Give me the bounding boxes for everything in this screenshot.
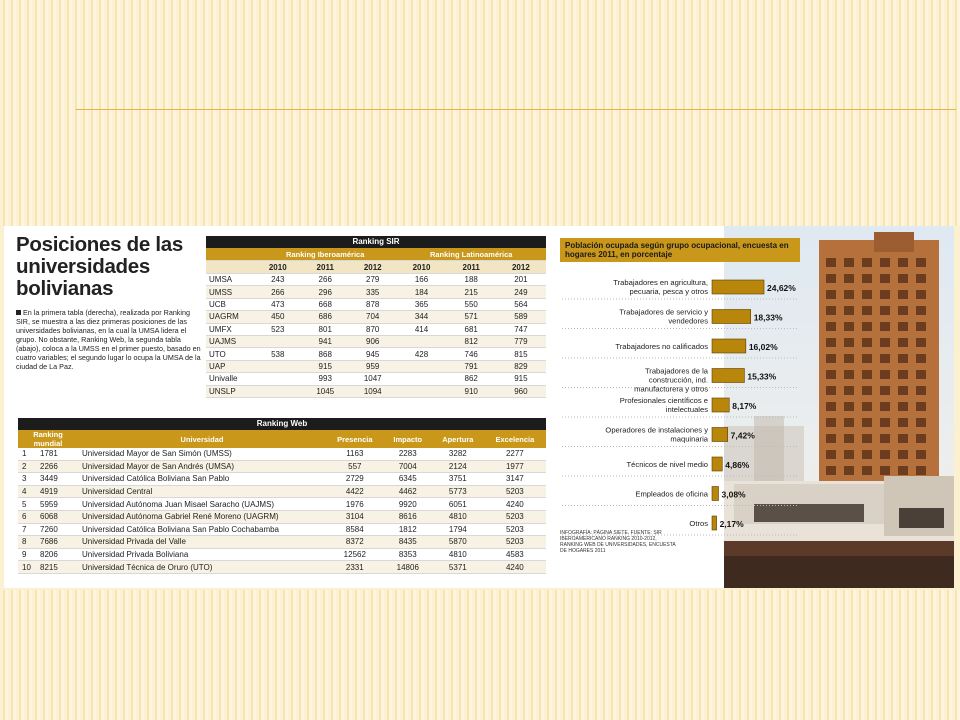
chart-category-label: Trabajadores en agricultura, pecuaria, pesca y otros	[613, 278, 708, 296]
web-header-presencia: Presencia	[326, 430, 384, 448]
sir-rank-cell: 428	[396, 348, 446, 360]
web-row-number: 10	[18, 561, 36, 574]
web-row	[18, 561, 546, 574]
sir-group-latinoamerica: Ranking Latinoamérica	[396, 248, 546, 261]
slide-bottom-background	[0, 590, 960, 720]
sir-row	[206, 311, 546, 323]
sir-rank-cell: 812	[447, 335, 496, 347]
chart-bar	[712, 516, 717, 530]
chart-bar	[712, 428, 728, 442]
web-header-impacto: Impacto	[384, 430, 432, 448]
sir-rank-cell: 801	[301, 323, 348, 335]
web-excelencia: 4583	[484, 548, 546, 561]
sir-row	[206, 385, 546, 397]
intro-paragraph: En la primera tabla (derecha), realizada por Ranking SIR, se muestra a las diez primeras posiciones de las universidades bolivianas, en la cual la UMSA lidera el grupo. No obstante, Ranking Web, la segunda tabla (abajo), coloca a la UMSS en el primer puesto, basado en cuatro variables; el segundo lugar lo ocupa la UMSA de la ciudad de La Paz.	[16, 308, 201, 371]
sir-year-header: 2011	[301, 261, 348, 274]
sir-ranking-table	[206, 236, 546, 398]
web-presencia: 12562	[326, 548, 384, 561]
web-row	[18, 460, 546, 473]
web-row	[18, 498, 546, 511]
web-row	[18, 548, 546, 561]
chart-value-label: 2,17%	[719, 519, 744, 529]
sir-rank-cell	[396, 373, 446, 385]
web-row-number: 6	[18, 510, 36, 523]
sir-rank-cell: 668	[301, 298, 348, 310]
chart-bar	[712, 487, 719, 501]
chart-category-label: Trabajadores no calificados	[615, 342, 708, 351]
chart-bar	[712, 369, 744, 383]
chart-category-label: Trabajadores de la construcción, ind. manufacturera y otros	[634, 366, 708, 394]
sir-row	[206, 323, 546, 335]
sir-university-code: UAP	[206, 360, 254, 372]
sir-rank-cell: 1045	[301, 385, 348, 397]
sir-university-code: UTO	[206, 348, 254, 360]
web-university-name: Universidad Mayor de San Simón (UMSS)	[78, 448, 326, 460]
web-apertura: 3751	[432, 473, 484, 486]
web-apertura: 3282	[432, 448, 484, 460]
sir-rank-cell: 201	[496, 274, 546, 286]
sir-rank-cell: 746	[447, 348, 496, 360]
web-apertura: 5371	[432, 561, 484, 574]
sir-rank-cell: 414	[396, 323, 446, 335]
sir-university-code: Univalle	[206, 373, 254, 385]
web-row-number: 7	[18, 523, 36, 536]
sir-university-code: UAJMS	[206, 335, 254, 347]
web-world-rank: 7260	[36, 523, 78, 536]
sir-row	[206, 360, 546, 372]
chart-bar	[712, 457, 722, 471]
web-excelencia: 4240	[484, 561, 546, 574]
sir-rank-cell: 915	[301, 360, 348, 372]
sir-rank-cell: 550	[447, 298, 496, 310]
sir-corner	[206, 248, 254, 261]
chart-category-label: Operadores de instalaciones y maquinaria	[605, 425, 708, 444]
slide-top-background	[0, 0, 960, 226]
web-row-number: 5	[18, 498, 36, 511]
title-divider	[76, 109, 956, 110]
sir-rank-cell	[254, 373, 301, 385]
chart-category-label: Trabajadores de servicio y vendedores	[619, 307, 708, 326]
sir-rank-cell: 959	[349, 360, 396, 372]
web-excelencia: 5203	[484, 536, 546, 549]
sir-university-code: UMFX	[206, 323, 254, 335]
sir-row	[206, 335, 546, 347]
sir-rank-cell: 870	[349, 323, 396, 335]
web-apertura: 4810	[432, 548, 484, 561]
web-header-ranking: Ranking mundial	[18, 430, 78, 448]
chart-plot	[560, 272, 800, 542]
web-presencia: 4422	[326, 485, 384, 498]
sir-rank-cell: 791	[447, 360, 496, 372]
sir-row	[206, 286, 546, 298]
sir-rank-cell: 564	[496, 298, 546, 310]
sir-university-code: UAGRM	[206, 311, 254, 323]
sir-year-header: 2010	[396, 261, 446, 274]
sir-row	[206, 298, 546, 310]
web-impacto: 2283	[384, 448, 432, 460]
sir-rank-cell	[254, 360, 301, 372]
sir-rank-cell: 571	[447, 311, 496, 323]
web-row-number: 9	[18, 548, 36, 561]
web-row-number: 3	[18, 473, 36, 486]
web-impacto: 7004	[384, 460, 432, 473]
sir-rank-cell: 249	[496, 286, 546, 298]
sir-rank-cell: 815	[496, 348, 546, 360]
web-row	[18, 485, 546, 498]
sir-row	[206, 373, 546, 385]
sir-rank-cell: 589	[496, 311, 546, 323]
web-excelencia: 2277	[484, 448, 546, 460]
web-world-rank: 6068	[36, 510, 78, 523]
sir-rank-cell: 878	[349, 298, 396, 310]
web-impacto: 8435	[384, 536, 432, 549]
web-impacto: 9920	[384, 498, 432, 511]
sir-rank-cell	[396, 360, 446, 372]
sir-university-code: UNSLP	[206, 385, 254, 397]
sir-rank-cell: 296	[301, 286, 348, 298]
web-row	[18, 448, 546, 460]
web-university-name: Universidad Privada Boliviana	[78, 548, 326, 561]
web-apertura: 6051	[432, 498, 484, 511]
sir-rank-cell: 941	[301, 335, 348, 347]
sir-rank-cell: 243	[254, 274, 301, 286]
sir-rank-cell: 704	[349, 311, 396, 323]
web-excelencia: 5203	[484, 523, 546, 536]
chart-value-label: 16,02%	[748, 342, 778, 352]
web-university-name: Universidad Central	[78, 485, 326, 498]
sir-rank-cell: 779	[496, 335, 546, 347]
web-header-excelencia: Excelencia	[484, 430, 546, 448]
sir-group-iberoamerica: Ranking Iberoamérica	[254, 248, 396, 261]
web-header-apertura: Apertura	[432, 430, 484, 448]
web-presencia: 8372	[326, 536, 384, 549]
sir-university-code: UMSA	[206, 274, 254, 286]
web-apertura: 4810	[432, 510, 484, 523]
sir-table-title: Ranking SIR	[206, 236, 546, 248]
web-university-name: Universidad Privada del Valle	[78, 536, 326, 549]
chart-value-label: 8,17%	[732, 401, 757, 411]
bullet-square-icon	[16, 310, 21, 315]
chart-category-label: Profesionales científicos e intelectuales	[619, 396, 708, 414]
sir-rank-cell: 184	[396, 286, 446, 298]
infographic-image	[4, 226, 954, 588]
web-presencia: 557	[326, 460, 384, 473]
sir-rank-cell: 266	[254, 286, 301, 298]
chart-source-note: INFOGRAFÍA: PÁGINA SIETE. FUENTE: SIR IBEROAMERICANO RANKING 2010-2012, RANKING WEB DE UNIVERSIDADES, ENCUESTA DE HOGARES 2011	[560, 530, 676, 554]
sir-rank-cell: 538	[254, 348, 301, 360]
chart-bar	[712, 339, 746, 353]
web-impacto: 14806	[384, 561, 432, 574]
web-apertura: 5870	[432, 536, 484, 549]
chart-bar	[712, 310, 751, 324]
chart-category-label: Técnicos de nivel medio	[626, 460, 708, 469]
sir-rank-cell: 829	[496, 360, 546, 372]
chart-bar	[712, 280, 764, 294]
web-apertura: 5773	[432, 485, 484, 498]
sir-rank-cell: 906	[349, 335, 396, 347]
web-presencia: 1976	[326, 498, 384, 511]
intro-section	[16, 232, 201, 371]
web-excelencia: 1977	[484, 460, 546, 473]
sir-rank-cell: 910	[447, 385, 496, 397]
sir-rank-cell: 915	[496, 373, 546, 385]
occupation-bar-chart	[560, 238, 800, 578]
web-presencia: 2729	[326, 473, 384, 486]
web-excelencia: 5203	[484, 510, 546, 523]
web-university-name: Universidad Autónoma Juan Misael Saracho (UAJMS)	[78, 498, 326, 511]
web-impacto: 1812	[384, 523, 432, 536]
chart-value-label: 15,33%	[747, 371, 777, 382]
web-row	[18, 536, 546, 549]
sir-rank-cell: 266	[301, 274, 348, 286]
web-world-rank: 1781	[36, 448, 78, 460]
web-presencia: 1163	[326, 448, 384, 460]
chart-title: Población ocupada según grupo ocupacional, encuesta en hogares 2011, en porcentaje	[560, 238, 800, 262]
sir-rank-cell: 188	[447, 274, 496, 286]
sir-rank-cell: 344	[396, 311, 446, 323]
chart-category-label: Empleados de oficina	[635, 489, 708, 499]
web-world-rank: 8206	[36, 548, 78, 561]
web-impacto: 8616	[384, 510, 432, 523]
sir-university-code: UCB	[206, 298, 254, 310]
chart-bar	[712, 398, 729, 412]
sir-year-header: 2011	[447, 261, 496, 274]
sir-rank-cell: 862	[447, 373, 496, 385]
sir-rank-cell	[254, 385, 301, 397]
sir-year-header: 2010	[254, 261, 301, 274]
sir-rank-cell: 1094	[349, 385, 396, 397]
sir-rank-cell: 450	[254, 311, 301, 323]
sir-rank-cell: 868	[301, 348, 348, 360]
web-university-name: Universidad Técnica de Oruro (UTO)	[78, 561, 326, 574]
sir-rank-cell: 945	[349, 348, 396, 360]
web-presencia: 3104	[326, 510, 384, 523]
sir-rank-cell: 960	[496, 385, 546, 397]
headline: Posiciones de las universidades bolivianas	[16, 233, 183, 300]
sir-rank-cell: 523	[254, 323, 301, 335]
web-world-rank: 4919	[36, 485, 78, 498]
web-excelencia: 3147	[484, 473, 546, 486]
web-presencia: 2331	[326, 561, 384, 574]
web-ranking-table	[18, 418, 546, 574]
web-world-rank: 2266	[36, 460, 78, 473]
web-world-rank: 5959	[36, 498, 78, 511]
web-world-rank: 3449	[36, 473, 78, 486]
sir-year-header: 2012	[496, 261, 546, 274]
web-row	[18, 510, 546, 523]
sir-rank-cell: 473	[254, 298, 301, 310]
web-impacto: 6345	[384, 473, 432, 486]
sir-rank-cell: 686	[301, 311, 348, 323]
sir-rank-cell: 335	[349, 286, 396, 298]
sir-rank-cell	[396, 385, 446, 397]
web-world-rank: 7686	[36, 536, 78, 549]
sir-rank-cell: 681	[447, 323, 496, 335]
sir-rank-cell	[396, 335, 446, 347]
sir-rank-cell: 215	[447, 286, 496, 298]
sir-rank-cell: 1047	[349, 373, 396, 385]
sir-rank-cell: 747	[496, 323, 546, 335]
chart-value-label: 18,33%	[753, 312, 783, 323]
web-university-name: Universidad Católica Boliviana San Pablo	[78, 473, 326, 486]
web-row-number: 2	[18, 460, 36, 473]
web-apertura: 1794	[432, 523, 484, 536]
web-row	[18, 523, 546, 536]
chart-value-label: 3,08%	[721, 489, 746, 500]
chart-value-label: 24,62%	[767, 283, 796, 293]
sir-row	[206, 274, 546, 286]
sir-rank-cell: 166	[396, 274, 446, 286]
web-world-rank: 8215	[36, 561, 78, 574]
chart-value-label: 4,86%	[725, 460, 750, 470]
web-excelencia: 4240	[484, 498, 546, 511]
sir-rank-cell: 365	[396, 298, 446, 310]
sir-year-header: 2012	[349, 261, 396, 274]
web-row	[18, 473, 546, 486]
web-row-number: 8	[18, 536, 36, 549]
chart-category-label: Otros	[689, 519, 708, 528]
sir-year-corner	[206, 261, 254, 274]
sir-rank-cell: 993	[301, 373, 348, 385]
web-row-number: 1	[18, 448, 36, 460]
web-excelencia: 5203	[484, 485, 546, 498]
web-university-name: Universidad Mayor de San Andrés (UMSA)	[78, 460, 326, 473]
sir-row	[206, 348, 546, 360]
web-impacto: 4462	[384, 485, 432, 498]
chart-value-label: 7,42%	[730, 430, 755, 441]
sir-rank-cell	[254, 335, 301, 347]
sir-rank-cell: 279	[349, 274, 396, 286]
web-impacto: 8353	[384, 548, 432, 561]
web-presencia: 8584	[326, 523, 384, 536]
web-row-number: 4	[18, 485, 36, 498]
web-university-name: Universidad Autónoma Gabriel René Moreno (UAGRM)	[78, 510, 326, 523]
web-apertura: 2124	[432, 460, 484, 473]
web-university-name: Universidad Católica Boliviana San Pablo Cochabamba	[78, 523, 326, 536]
web-header-universidad: Universidad	[78, 430, 326, 448]
web-table-title: Ranking Web	[18, 418, 546, 430]
sir-university-code: UMSS	[206, 286, 254, 298]
